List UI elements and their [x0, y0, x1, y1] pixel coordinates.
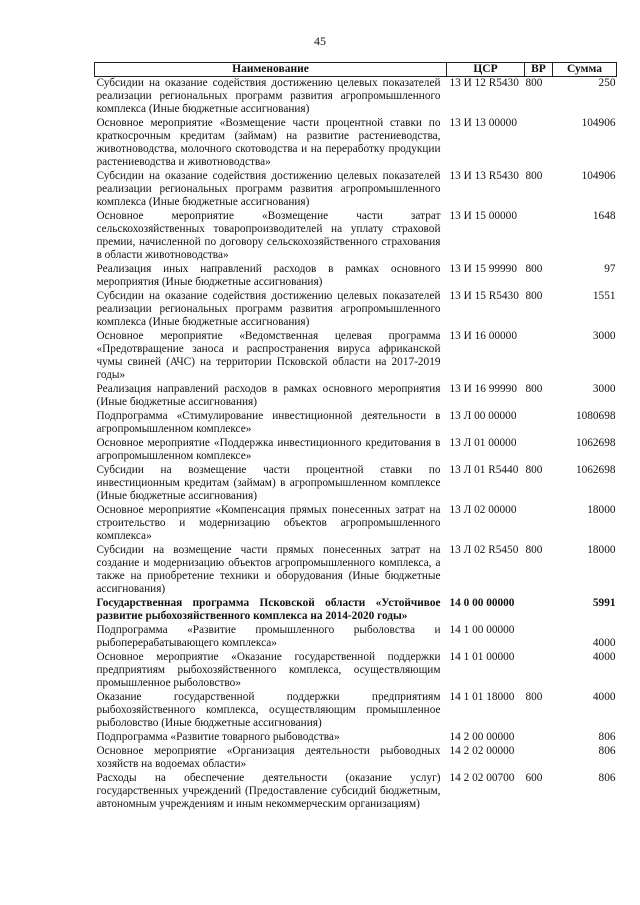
row-name: Основное мероприятие «Возмещение части процентной ставки по краткосрочным кредитам (займам) на развитие растениеводства, животноводства, молочного скотоводства и на переработку продукции растениеводства и животноводства»	[96, 117, 441, 168]
row-vr: 800	[525, 77, 543, 89]
row-name: Реализация направлений расходов в рамках основного мероприятия (Иные бюджетные ассигнования)	[96, 383, 441, 408]
row-code: 14 2 00 00000	[449, 731, 515, 743]
row-vr: 800	[525, 464, 543, 476]
row-vr	[525, 651, 553, 691]
row-vr	[525, 330, 553, 383]
table-row	[95, 772, 617, 812]
row-name: Подпрограмма «Стимулирование инвестиционной деятельности в агропромышленном комплексе»	[96, 410, 441, 435]
header-vr: ВР	[525, 63, 553, 77]
row-sum: 1648	[592, 210, 616, 222]
row-code: 13 И 16 00000	[449, 330, 517, 342]
row-name: Субсидии на возмещение части процентной ставки по инвестиционным кредитам (займам) в агропромышленном комплексе (Иные бюджетные ассигнования)	[96, 464, 441, 502]
row-sum: 3000	[592, 330, 616, 342]
row-vr	[525, 731, 553, 745]
row-sum: 5991	[592, 597, 616, 609]
table-row	[95, 691, 617, 731]
table-row	[95, 624, 617, 651]
row-code: 13 И 13 00000	[449, 117, 517, 129]
row-code: 13 Л 02 00000	[449, 504, 517, 516]
table-row	[95, 170, 617, 210]
row-code: 13 И 15 99990	[449, 263, 517, 275]
row-name: Субсидии на оказание содействия достижению целевых показателей реализации региональных программ развития агропромышленного комплекса (Иные бюджетные ассигнования)	[96, 77, 441, 115]
row-code: 13 И 15 00000	[449, 210, 517, 222]
row-name: Расходы на обеспечение деятельности (оказание услуг) государственных учреждений (Предоставление субсидий бюджетным, автономным учреждениям и иным некоммерческим организациям)	[96, 772, 441, 810]
row-name: Оказание государственной поддержки предприятиям рыбохозяйственного комплекса, осуществляющим промышленное рыболовство (Иные бюджетные ассигнования)	[96, 691, 441, 729]
row-vr	[525, 504, 553, 544]
row-name: Субсидии на оказание содействия достижению целевых показателей реализации региональных программ развития агропромышленного комплекса (Иные бюджетные ассигнования)	[96, 170, 441, 208]
row-sum: 1062698	[575, 464, 616, 476]
row-sum: 18000	[587, 504, 616, 516]
row-sum: 806	[598, 731, 616, 743]
table-row	[95, 210, 617, 263]
table-row	[95, 263, 617, 290]
table-row	[95, 597, 617, 624]
row-sum: 4000	[592, 691, 616, 703]
row-code: 13 И 13 R5430	[449, 170, 519, 182]
budget-table	[94, 62, 617, 812]
row-code: 14 2 02 00000	[449, 745, 515, 757]
row-name: Государственная программа Псковской области «Устойчивое развитие рыбохозяйственного комплекса на 2014-2020 годы»	[96, 597, 441, 622]
table-row	[95, 544, 617, 597]
row-vr: 800	[525, 263, 543, 275]
row-sum: 1551	[592, 290, 616, 302]
row-sum: 18000	[587, 544, 616, 556]
table-body	[95, 77, 617, 813]
row-vr: 800	[525, 691, 543, 703]
row-sum: 104906	[581, 170, 616, 182]
header-sum: Сумма	[553, 63, 617, 77]
table-header-row	[95, 63, 617, 77]
row-vr	[525, 437, 553, 464]
row-sum: 104906	[581, 117, 616, 129]
table-row	[95, 77, 617, 118]
row-sum: 250	[598, 77, 616, 89]
row-code: 13 Л 01 R5440	[449, 464, 519, 476]
row-code: 13 И 15 R5430	[449, 290, 519, 302]
table-row	[95, 464, 617, 504]
row-name: Основное мероприятие «Поддержка инвестиционного кредитования в агропромышленном комплексе»	[96, 437, 441, 462]
row-name: Основное мероприятие «Оказание государственной поддержки предприятиям рыбохозяйственного комплекса, осуществляющим промышленное рыболовство»	[96, 651, 441, 689]
row-vr	[525, 624, 553, 651]
table-row	[95, 410, 617, 437]
row-code: 14 0 00 00000	[449, 597, 515, 609]
row-code: 13 Л 00 00000	[449, 410, 517, 422]
row-code: 13 Л 01 00000	[449, 437, 517, 449]
header-code: ЦСР	[447, 63, 525, 77]
table-row	[95, 437, 617, 464]
row-vr: 600	[525, 772, 543, 784]
row-name: Подпрограмма «Развитие товарного рыбоводства»	[96, 731, 340, 743]
row-name: Субсидии на оказание содействия достижению целевых показателей реализации региональных программ развития агропромышленного комплекса (Иные бюджетные ассигнования)	[96, 290, 441, 328]
page-number: 45	[314, 34, 326, 48]
row-name: Основное мероприятие «Организация деятельности рыбоводных хозяйств на водоемах области»	[96, 745, 441, 770]
row-vr	[525, 210, 553, 263]
row-sum: 1080698	[575, 410, 616, 422]
table-row	[95, 651, 617, 691]
table-row	[95, 330, 617, 383]
row-code: 14 1 01 18000	[449, 691, 515, 703]
row-sum: 806	[598, 772, 616, 784]
row-code: 13 И 16 99990	[449, 383, 517, 395]
row-sum: 1062698	[575, 437, 616, 449]
row-code: 14 1 01 00000	[449, 651, 515, 663]
row-name: Основное мероприятие «Компенсация прямых понесенных затрат на строительство и модернизацию объектов агропромышленного комплекса»	[96, 504, 441, 542]
row-name: Основное мероприятие «Ведомственная целевая программа «Предотвращение заноса и распространения вируса африканской чумы свиней (АЧС) на территории Псковской области на 2017-2019 годы»	[96, 330, 441, 381]
row-vr: 800	[525, 170, 543, 182]
row-sum: 4000	[592, 637, 616, 649]
row-sum: 806	[598, 745, 616, 757]
table-row	[95, 383, 617, 410]
row-sum: 97	[604, 263, 616, 275]
row-vr	[525, 745, 553, 772]
row-vr	[525, 597, 553, 624]
row-vr	[525, 410, 553, 437]
row-name: Реализация иных направлений расходов в рамках основного мероприятия (Иные бюджетные ассигнования)	[96, 263, 441, 288]
row-code: 13 Л 02 R5450	[449, 544, 519, 556]
row-sum: 4000	[592, 651, 616, 663]
row-code: 14 2 02 00700	[449, 772, 515, 784]
table-row	[95, 745, 617, 772]
row-vr: 800	[525, 383, 543, 395]
table-row	[95, 117, 617, 170]
row-name: Подпрограмма «Развитие промышленного рыболовства и рыбоперерабатывающего комплекса»	[96, 624, 441, 649]
table-row	[95, 731, 617, 745]
row-code: 14 1 00 00000	[449, 624, 515, 636]
row-vr: 800	[525, 544, 543, 556]
row-vr: 800	[525, 290, 543, 302]
row-vr	[525, 117, 553, 170]
table-row	[95, 290, 617, 330]
header-name: Наименование	[95, 63, 447, 77]
row-name: Субсидии на возмещение части прямых понесенных затрат на создание и модернизацию объектов агропромышленного комплекса, а также на приобретение техники и оборудования (Иные бюджетные ассигнования)	[96, 544, 441, 595]
row-sum: 3000	[592, 383, 616, 395]
row-code: 13 И 12 R5430	[449, 77, 519, 89]
row-name: Основное мероприятие «Возмещение части затрат сельскохозяйственных товаропроизводителей на уплату страховой премии, начисленной по договору сельскохозяйственного страхования в области животноводства»	[96, 210, 441, 261]
table-row	[95, 504, 617, 544]
